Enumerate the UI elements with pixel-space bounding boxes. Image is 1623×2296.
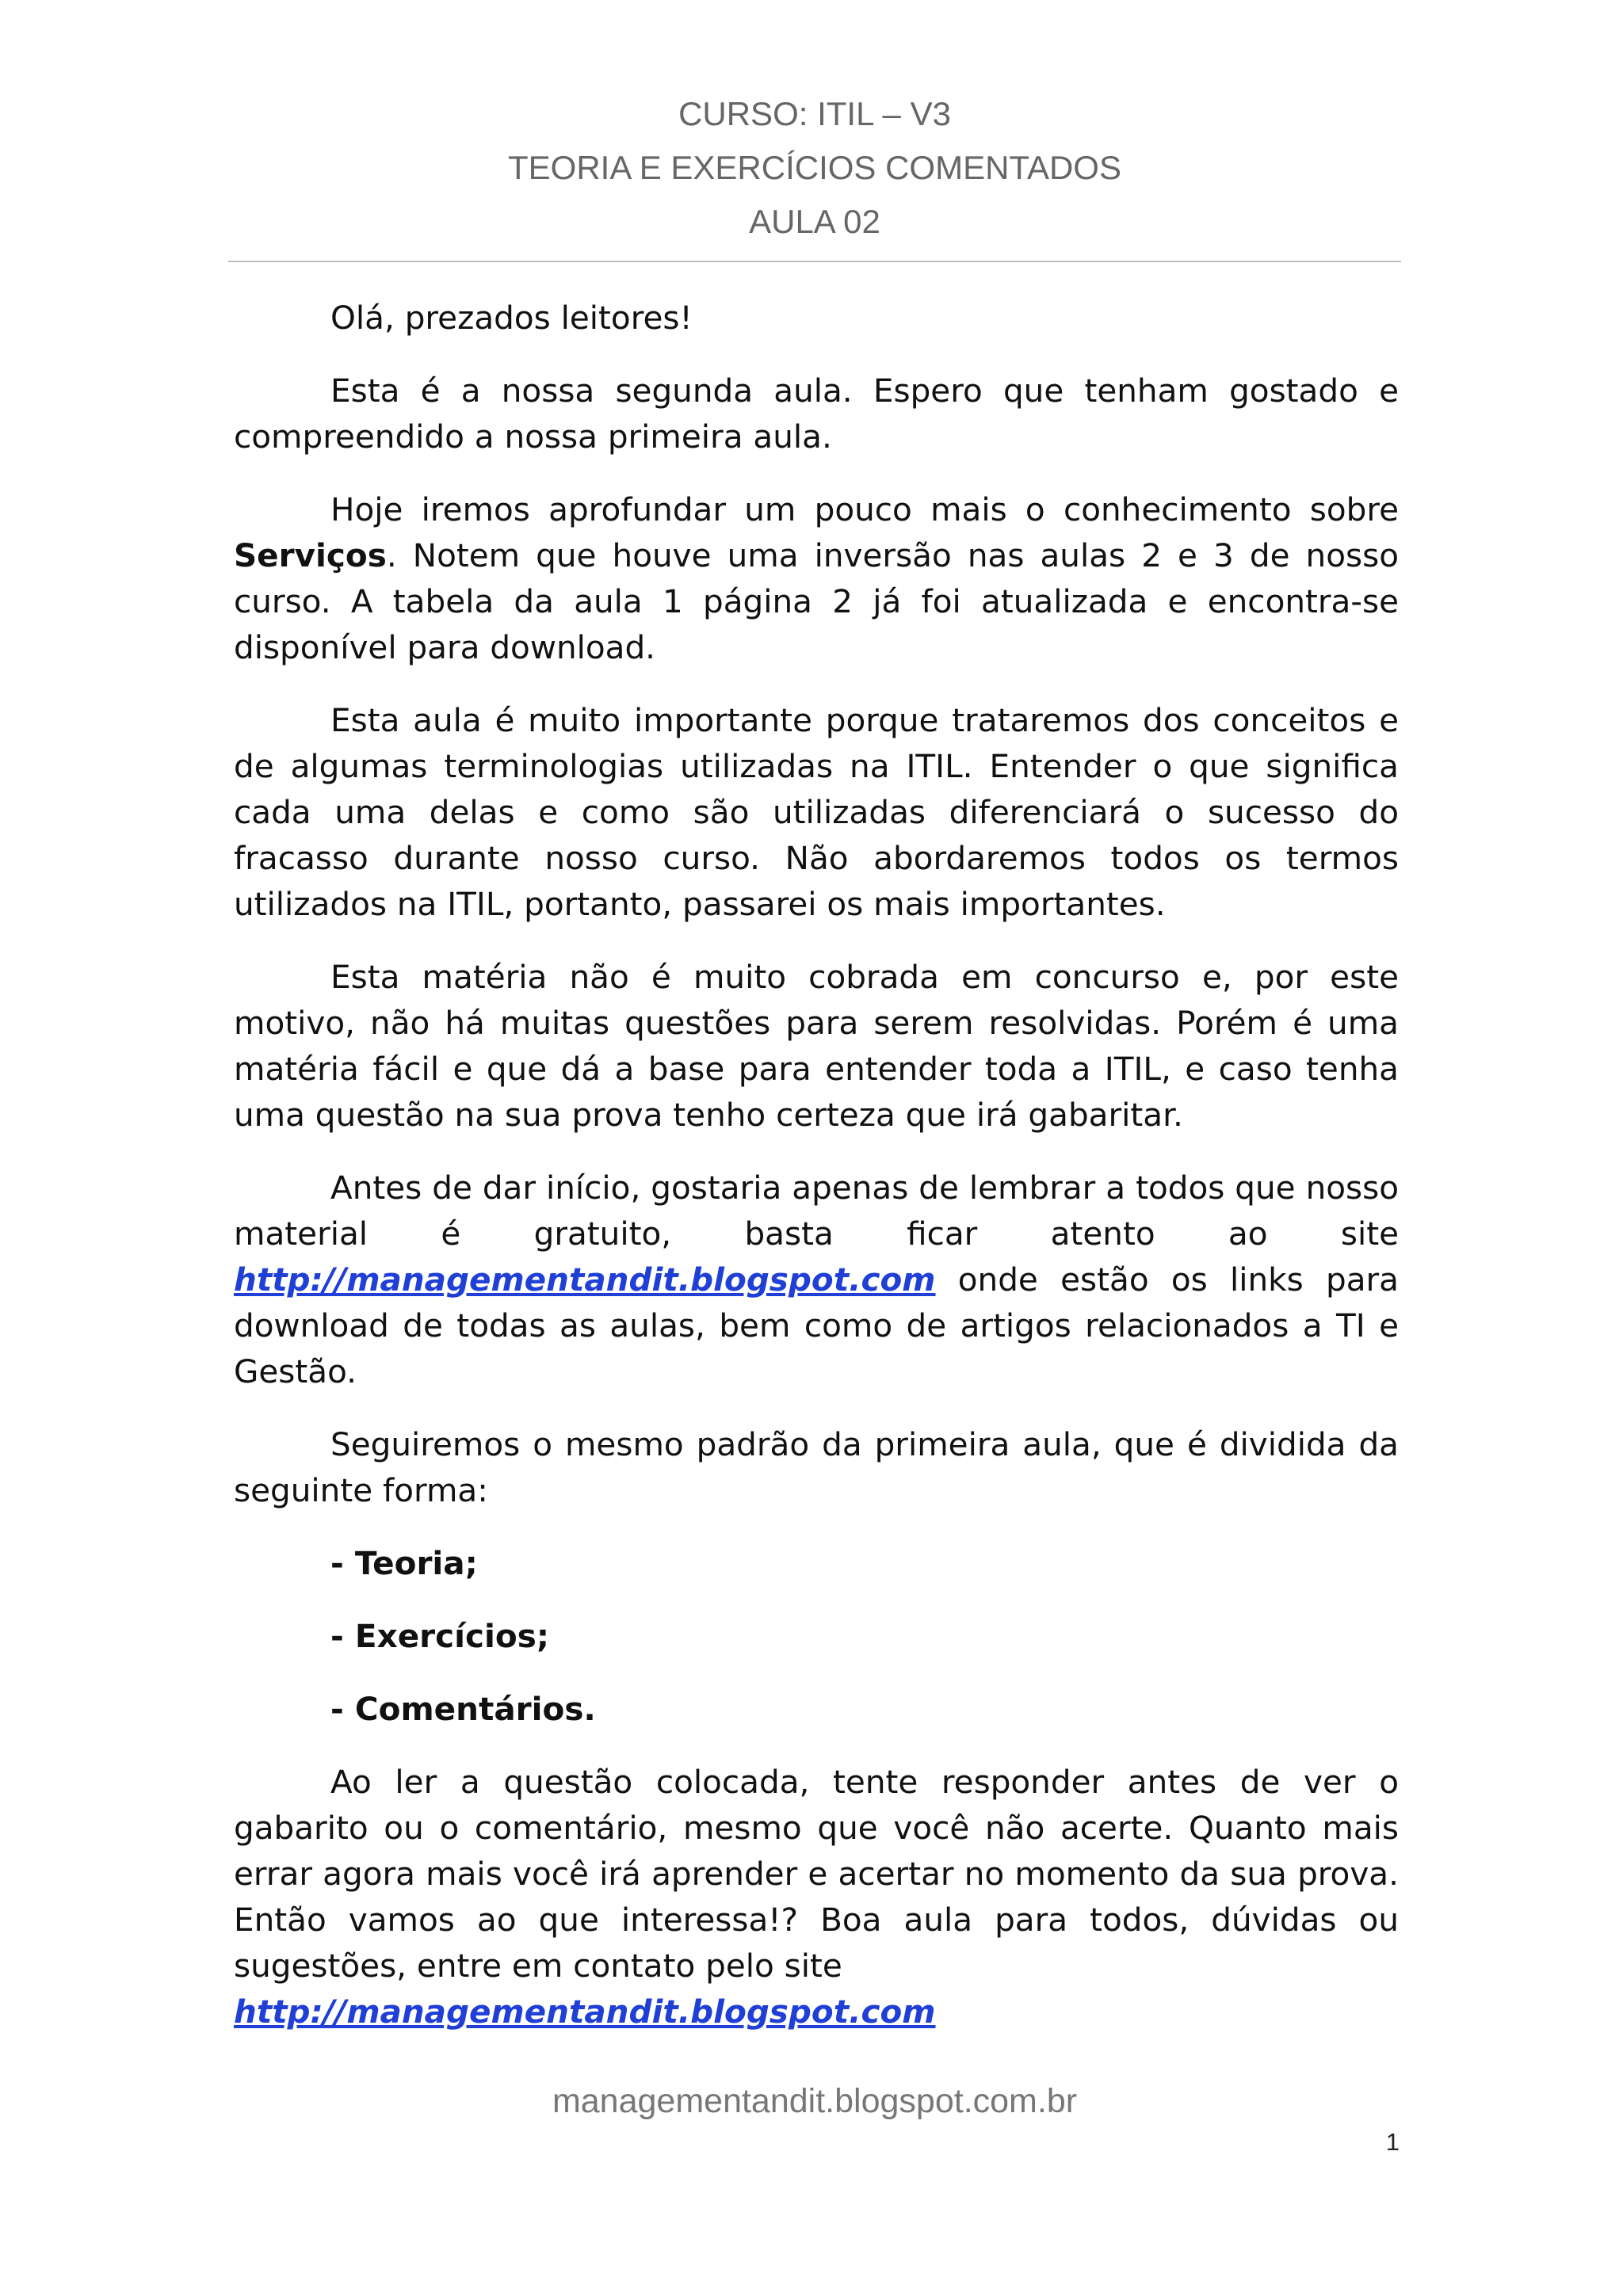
importance-paragraph: Esta aula é muito importante porque trataremos dos conceitos e de algumas terminologias utilizadas na ITIL. Entender o que significa cada uma delas e como são utilizadas diferenciará o sucesso do fracasso durante nosso curso. Não abordaremos todos os termos utilizados na ITIL, portanto, passarei os mais importantes. bbox=[234, 701, 1399, 923]
greeting-paragraph: Olá, prezados leitores! bbox=[330, 299, 693, 337]
course-subtitle: TEORIA E EXERCÍCIOS COMENTADOS bbox=[507, 149, 1121, 186]
material-text-pre: Antes de dar início, gostaria apenas de lembrar a todos que nosso material é gratuito, basta ficar atento ao site bbox=[234, 1169, 1399, 1253]
header-divider bbox=[228, 261, 1401, 262]
lesson-label: AULA 02 bbox=[749, 203, 880, 240]
list-item-exercicios: - Exercícios; bbox=[330, 1617, 550, 1655]
exam-paragraph: Esta matéria não é muito cobrada em concurso e, por este motivo, não há muitas questões para serem resolvidas. Porém é uma matéria fácil e que dá a base para entender toda a ITIL, e caso tenha uma questão na sua prova tenho certeza que irá gabaritar. bbox=[234, 958, 1399, 1134]
page-header bbox=[228, 87, 1401, 249]
services-text-pre: Hoje iremos aprofundar um pouco mais o conhecimento sobre bbox=[330, 490, 1399, 528]
page-number: 1 bbox=[1385, 2128, 1400, 2156]
services-text-post: . Notem que houve uma inversão nas aulas 2 e 3 de nosso curso. A tabela da aula 1 página 2 já foi atualizada e encontra-se disponível para download. bbox=[234, 536, 1399, 666]
contact-blog-link[interactable]: http://managementandit.blogspot.com bbox=[234, 1993, 936, 2031]
material-text-post: onde estão os links para download de todas as aulas, bem como de artigos relacionados a TI e Gestão. bbox=[234, 1261, 1399, 1390]
footer-website: managementandit.blogspot.com.br bbox=[552, 2082, 1078, 2120]
blog-link[interactable]: http://managementandit.blogspot.com bbox=[234, 1261, 936, 1299]
structure-paragraph: Seguiremos o mesmo padrão da primeira aula, que é dividida da seguinte forma: bbox=[234, 1425, 1399, 1509]
material-paragraph bbox=[234, 1165, 1399, 1394]
closing-paragraph bbox=[234, 1759, 1399, 2035]
services-paragraph bbox=[234, 486, 1399, 670]
list-item-teoria: - Teoria; bbox=[330, 1544, 478, 1582]
intro-paragraph: Esta é a nossa segunda aula. Espero que tenham gostado e compreendido a nossa primeira aula. bbox=[234, 372, 1399, 456]
list-item-comentarios: - Comentários. bbox=[330, 1690, 596, 1728]
page-body bbox=[234, 295, 1399, 2035]
course-title: CURSO: ITIL – V3 bbox=[678, 95, 951, 132]
services-term: Serviços bbox=[234, 536, 387, 574]
closing-text: Ao ler a questão colocada, tente responder antes de ver o gabarito ou o comentário, mesmo que você não acerte. Quanto mais errar agora mais você irá aprender e acertar no momento da sua prova. Então vamos ao que interessa!? Boa aula para todos, dúvidas ou sugestões, entre em contato pelo site bbox=[234, 1763, 1399, 1985]
